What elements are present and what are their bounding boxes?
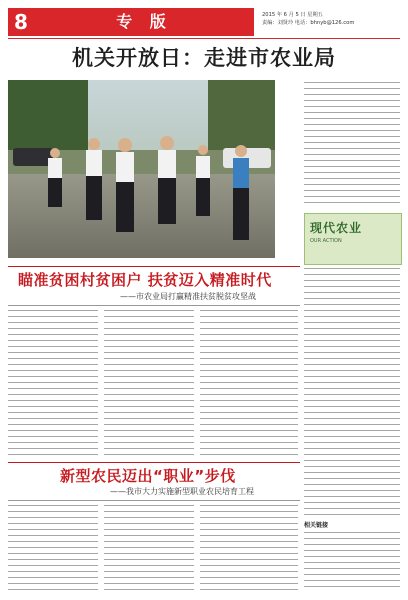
article2-column-1	[8, 505, 98, 593]
logo-text: 现代农业	[310, 221, 363, 235]
editor-info: 责编：刘贤玲 电话：bhnyb@126.com	[262, 20, 355, 26]
intro-text-column	[304, 82, 400, 208]
main-headline: 机关开放日：走进市农业局	[72, 46, 336, 70]
article2-bottom-rule	[8, 500, 300, 501]
article1-subheadline: ——市农业局打赢精准扶贫脱贫攻坚战	[120, 292, 256, 301]
photo-icon	[8, 80, 275, 258]
article2-column-3	[200, 505, 298, 593]
article2-subheadline: ——我市大力实施新型职业农民培育工程	[110, 487, 254, 496]
article1-column-3	[200, 310, 298, 460]
article2-headline: 新型农民迈出“职业”步伐	[60, 467, 236, 485]
issue-date: 2015 年 6 月 5 日 星期五	[262, 12, 323, 18]
article2-column-2	[104, 505, 194, 593]
article1-column-2	[104, 310, 194, 460]
section-title: 专 版	[116, 12, 172, 31]
article1-bottom-rule	[8, 305, 300, 306]
article1-column-1	[8, 310, 98, 460]
related-links-text	[304, 532, 400, 592]
masthead-rule	[8, 38, 400, 39]
article1-headline: 瞄准贫困村贫困户 扶贫迈入精准时代	[18, 271, 272, 289]
article1-top-rule	[8, 266, 300, 267]
related-links-title: 相关链接	[304, 522, 329, 529]
article2-top-rule	[8, 462, 300, 463]
logo-subtext: OUR ACTION	[310, 238, 342, 244]
right-column-text	[304, 268, 400, 518]
news-photo	[8, 80, 275, 258]
page-number: 8	[8, 8, 34, 36]
